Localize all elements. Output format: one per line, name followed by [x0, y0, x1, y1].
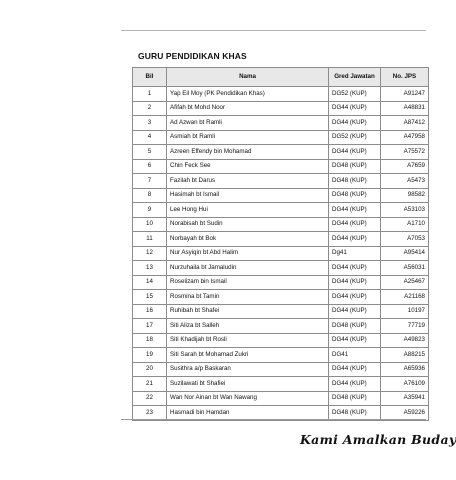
cell-bil: 14 [133, 275, 167, 290]
cell-no-jps: A91247 [381, 87, 429, 102]
cell-no-jps: A35941 [381, 391, 429, 406]
cell-no-jps: A7053 [381, 232, 429, 247]
motto-text: Kami Amalkan Buday [300, 432, 456, 447]
cell-gred-jawatan: DG48 (KUP) [329, 159, 381, 174]
cell-nama: Yap Eil Moy (PK Pendidikan Khas) [167, 87, 329, 102]
bottom-divider [121, 419, 426, 420]
cell-bil: 6 [133, 159, 167, 174]
cell-nama: Lee Hong Hui [167, 203, 329, 218]
cell-gred-jawatan: DG44 (KUP) [329, 116, 381, 131]
cell-gred-jawatan: DG44 (KUP) [329, 290, 381, 305]
cell-no-jps: A48831 [381, 101, 429, 116]
table-row [133, 406, 429, 421]
cell-nama: Afifah bt Mohd Noor [167, 101, 329, 116]
table-row [133, 333, 429, 348]
cell-no-jps: A75572 [381, 145, 429, 160]
cell-bil: 5 [133, 145, 167, 160]
header-gred-jawatan: Gred Jawatan [329, 68, 381, 87]
cell-nama: Rosmina bt Tamin [167, 290, 329, 305]
cell-gred-jawatan: DG44 (KUP) [329, 145, 381, 160]
table-row [133, 377, 429, 392]
staff-table [132, 67, 429, 421]
cell-gred-jawatan: DG52 (KUP) [329, 130, 381, 145]
cell-no-jps: A1710 [381, 217, 429, 232]
cell-bil: 4 [133, 130, 167, 145]
cell-nama: Wan Nor Ainan bt Wan Nawang [167, 391, 329, 406]
table-row [133, 348, 429, 363]
cell-gred-jawatan: DG44 (KUP) [329, 261, 381, 276]
table-row [133, 319, 429, 334]
table-row [133, 188, 429, 203]
table-row [133, 275, 429, 290]
cell-bil: 20 [133, 362, 167, 377]
cell-no-jps: A21168 [381, 290, 429, 305]
cell-no-jps: 10197 [381, 304, 429, 319]
header-nama: Nama [167, 68, 329, 87]
cell-bil: 15 [133, 290, 167, 305]
cell-no-jps: A76109 [381, 377, 429, 392]
cell-nama: Hasmadi bin Hamdan [167, 406, 329, 421]
cell-gred-jawatan: DG48 (KUP) [329, 406, 381, 421]
cell-no-jps: A25467 [381, 275, 429, 290]
cell-no-jps: A87412 [381, 116, 429, 131]
cell-no-jps: A7659 [381, 159, 429, 174]
cell-gred-jawatan: DG44 (KUP) [329, 304, 381, 319]
table-row [133, 290, 429, 305]
table-row [133, 217, 429, 232]
cell-nama: Azreen Effendy bin Mohamad [167, 145, 329, 160]
cell-gred-jawatan: DG48 (KUP) [329, 188, 381, 203]
table-row [133, 362, 429, 377]
cell-no-jps: A49823 [381, 333, 429, 348]
table-row [133, 232, 429, 247]
cell-nama: Suzilawati bt Shafiei [167, 377, 329, 392]
table-row [133, 391, 429, 406]
cell-nama: Norbayah bt Bok [167, 232, 329, 247]
cell-bil: 16 [133, 304, 167, 319]
cell-bil: 12 [133, 246, 167, 261]
cell-gred-jawatan: DG44 (KUP) [329, 203, 381, 218]
cell-nama: Susithra a/p Baskaran [167, 362, 329, 377]
cell-nama: Siti Sarah bt Mohamad Zukri [167, 348, 329, 363]
cell-gred-jawatan: DG48 (KUP) [329, 319, 381, 334]
cell-no-jps: 77719 [381, 319, 429, 334]
cell-nama: Chin Feck See [167, 159, 329, 174]
cell-nama: Roselizam bin Ismail [167, 275, 329, 290]
cell-bil: 2 [133, 101, 167, 116]
cell-bil: 19 [133, 348, 167, 363]
cell-gred-jawatan: DG52 (KUP) [329, 87, 381, 102]
cell-no-jps: A59226 [381, 406, 429, 421]
cell-bil: 8 [133, 188, 167, 203]
cell-no-jps: A88215 [381, 348, 429, 363]
cell-bil: 11 [133, 232, 167, 247]
cell-gred-jawatan: DG44 (KUP) [329, 232, 381, 247]
table-row [133, 261, 429, 276]
cell-bil: 9 [133, 203, 167, 218]
cell-bil: 17 [133, 319, 167, 334]
top-divider [121, 30, 426, 31]
cell-nama: Nur Asyiqin bt Abd Halim [167, 246, 329, 261]
cell-gred-jawatan: DG44 (KUP) [329, 333, 381, 348]
table-row [133, 101, 429, 116]
table-row [133, 246, 429, 261]
header-no-jps: No. JPS [381, 68, 429, 87]
cell-nama: Fazilah bt Darus [167, 174, 329, 189]
cell-bil: 22 [133, 391, 167, 406]
cell-no-jps: A95414 [381, 246, 429, 261]
table-row [133, 304, 429, 319]
cell-gred-jawatan: DG44 (KUP) [329, 275, 381, 290]
cell-gred-jawatan: DG44 (KUP) [329, 362, 381, 377]
section-title: GURU PENDIDIKAN KHAS [138, 51, 247, 61]
table-row [133, 87, 429, 102]
cell-nama: Siti Aliza bt Salleh [167, 319, 329, 334]
cell-bil: 21 [133, 377, 167, 392]
cell-no-jps: A65936 [381, 362, 429, 377]
cell-gred-jawatan: DG41 [329, 348, 381, 363]
cell-bil: 1 [133, 87, 167, 102]
cell-nama: Norabisah bt Sudin [167, 217, 329, 232]
cell-nama: Nurzuhaila bt Jamaludin [167, 261, 329, 276]
cell-no-jps: A56031 [381, 261, 429, 276]
cell-gred-jawatan: DG44 (KUP) [329, 217, 381, 232]
cell-gred-jawatan: DG48 (KUP) [329, 174, 381, 189]
table-row [133, 116, 429, 131]
cell-no-jps: 98582 [381, 188, 429, 203]
table-row [133, 145, 429, 160]
cell-gred-jawatan: DG48 (KUP) [329, 391, 381, 406]
table-header-row [133, 68, 429, 87]
table-row [133, 159, 429, 174]
cell-no-jps: A53103 [381, 203, 429, 218]
cell-nama: Ad Azwan bt Ramli [167, 116, 329, 131]
cell-nama: Hasimah bt Ismail [167, 188, 329, 203]
cell-bil: 13 [133, 261, 167, 276]
cell-bil: 3 [133, 116, 167, 131]
header-bil: Bil [133, 68, 167, 87]
cell-bil: 10 [133, 217, 167, 232]
cell-bil: 7 [133, 174, 167, 189]
cell-no-jps: A47958 [381, 130, 429, 145]
cell-bil: 18 [133, 333, 167, 348]
cell-nama: Siti Khadijah bt Rosli [167, 333, 329, 348]
cell-gred-jawatan: DG44 (KUP) [329, 101, 381, 116]
table-row [133, 174, 429, 189]
cell-gred-jawatan: Dg41 [329, 246, 381, 261]
cell-nama: Asmiah bt Ramli [167, 130, 329, 145]
cell-nama: Ruhibah bt Shafei [167, 304, 329, 319]
table-row [133, 130, 429, 145]
table-row [133, 203, 429, 218]
cell-gred-jawatan: DG44 (KUP) [329, 377, 381, 392]
cell-bil: 23 [133, 406, 167, 421]
cell-no-jps: A5473 [381, 174, 429, 189]
